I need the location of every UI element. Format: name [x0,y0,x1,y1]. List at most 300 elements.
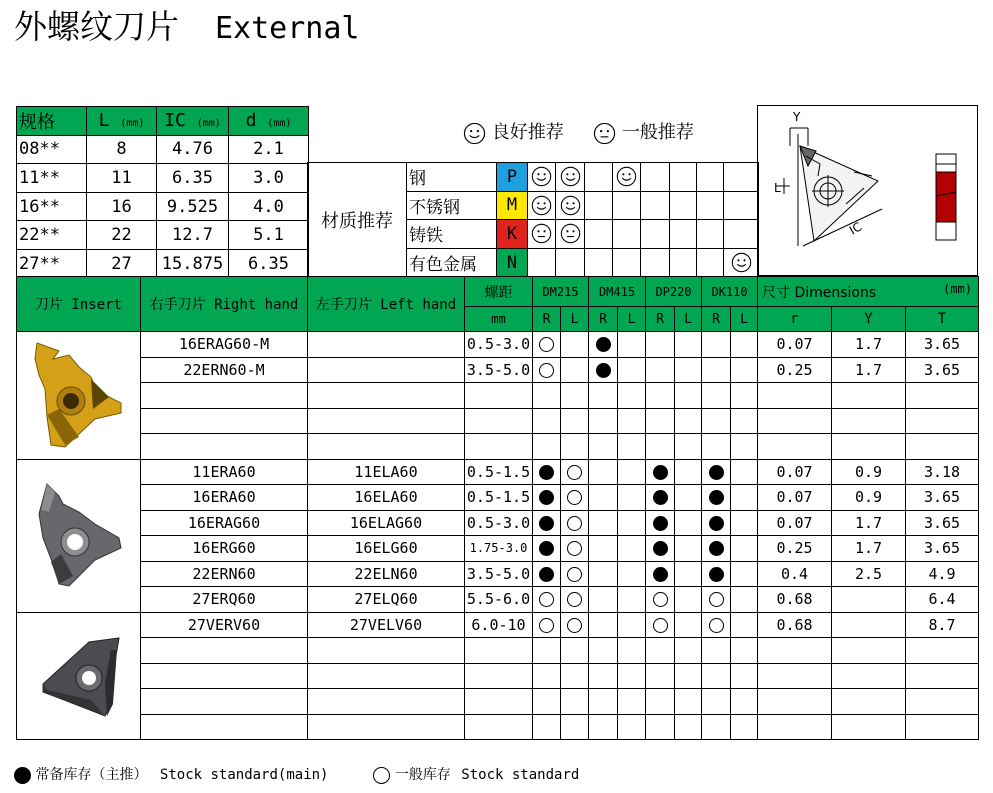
dim-t-value [906,689,979,715]
spec-cell-d: 3.0 [229,164,309,193]
material-mark-cell [724,191,759,220]
grade-mark-cell [675,332,702,358]
grade-mark-cell [731,612,758,638]
insert-drawing [757,105,978,276]
grade-mark-cell [675,561,702,587]
smiley-general-icon [593,122,616,145]
insert-schematic-icon [758,106,977,275]
hollow-ring-icon [653,618,668,633]
material-mark-cell [585,248,613,277]
material-mark-cell [528,248,556,277]
stock-zh: 一般库存 [394,767,451,783]
filled-dot-icon [653,465,668,480]
grade-mark-cell [618,485,646,511]
grade-mark-cell [702,485,731,511]
right-hand-code [141,714,308,740]
filled-dot-icon [14,767,31,784]
dim-y-value: 2.5 [832,561,906,587]
left-hand-code [308,332,465,358]
material-mark-cell [528,163,556,192]
grade-mark-cell [589,663,618,689]
table-row [17,536,979,562]
pitch-value: 5.5-6.0 [465,587,533,613]
grade-mark-cell [533,510,561,536]
dim-r-value: 0.25 [758,357,832,383]
dim-r-value [758,383,832,409]
grade-mark-cell [561,485,589,511]
hollow-ring-icon [539,592,554,607]
grade-mark-cell [731,332,758,358]
recommend-good-label: 良好推荐 [491,122,564,143]
table-row [17,434,979,460]
grade-mark-cell [702,357,731,383]
insert-image-cell [17,612,141,740]
material-mark-cell [585,191,613,220]
grade-mark-cell [731,408,758,434]
left-hand-code [308,714,465,740]
left-hand-code: 16ELA60 [308,485,465,511]
filled-dot-icon [709,516,724,531]
dim-r-value [758,638,832,664]
pitch-value: 0.5-3.0 [465,332,533,358]
grade-mark-cell [533,332,561,358]
grade-mark-cell [675,689,702,715]
grade-mark-cell [561,408,589,434]
grade-mark-cell [731,536,758,562]
material-mark-cell [585,163,613,192]
grade-mark-cell [618,536,646,562]
grade-mark-cell [646,332,675,358]
material-mark-cell [585,220,613,249]
dim-t-value: 6.4 [906,587,979,613]
grade-mark-cell [618,357,646,383]
table-row [17,357,979,383]
pitch-value [465,408,533,434]
insert-grey-icon [29,576,129,594]
material-mark-cell [670,163,697,192]
grade-mark-cell [675,663,702,689]
grade-mark-cell [561,587,589,613]
spec-cell-ic: 9.525 [157,192,229,221]
grade-mark-cell [646,612,675,638]
header-grade-2: DP220 [646,277,702,307]
grade-mark-cell [589,408,618,434]
grade-mark-cell [646,459,675,485]
drawing-l-label: L [774,181,781,195]
grade-mark-cell [561,510,589,536]
dim-t-value: 3.65 [906,485,979,511]
grade-mark-cell [533,612,561,638]
hollow-ring-icon [539,618,554,633]
filled-dot-icon [709,465,724,480]
filled-dot-icon [653,490,668,505]
grade-mark-cell [589,434,618,460]
hollow-ring-icon [567,567,582,582]
spec-header-d-label: d [245,110,257,132]
right-hand-code [141,383,308,409]
pitch-value: 0.5-1.5 [465,459,533,485]
left-hand-code: 16ELAG60 [308,510,465,536]
recommend-legend [463,118,694,145]
grade-mark-cell [646,587,675,613]
spec-cell-ic: 4.76 [157,135,229,164]
material-mark-cell [613,163,641,192]
dim-t-value: 3.65 [906,510,979,536]
grade-mark-cell [702,638,731,664]
table-row [17,638,979,664]
dim-y-value: 1.7 [832,332,906,358]
filled-dot-icon [653,567,668,582]
grade-mark-cell [589,510,618,536]
spec-header-d [229,107,309,136]
spec-header-row [17,107,309,136]
grade-mark-cell [702,587,731,613]
dim-r-value [758,714,832,740]
grade-mark-cell [533,689,561,715]
grade-mark-cell [589,485,618,511]
left-hand-code [308,383,465,409]
pitch-value [465,663,533,689]
material-code: P [497,163,528,192]
page-title [14,6,360,48]
filled-dot-icon [596,337,611,352]
grade-mark-cell [589,587,618,613]
dim-r-value [758,434,832,460]
spec-row [17,221,309,250]
dim-t-value [906,383,979,409]
spec-cell-spec: 22** [17,221,87,250]
table-row [17,689,979,715]
title-zh: 外螺纹刀片 [14,7,179,46]
filled-dot-icon [709,567,724,582]
grade-mark-cell [618,714,646,740]
dim-y-value [832,408,906,434]
header-grade-3-l: L [731,307,758,332]
grade-mark-cell [646,561,675,587]
smiley-general-icon [531,223,552,244]
filled-dot-icon [539,567,554,582]
material-row [308,163,759,192]
dim-t-value [906,434,979,460]
grade-mark-cell [618,434,646,460]
material-mark-cell [641,248,670,277]
smiley-good-icon [463,122,486,145]
filled-dot-icon [653,541,668,556]
right-hand-code: 27ERQ60 [141,587,308,613]
grade-mark-cell [533,459,561,485]
table-row [17,383,979,409]
grade-mark-cell [533,357,561,383]
insert-image-cell [17,332,141,460]
insert-dark-icon [29,710,129,728]
dim-t-value: 3.65 [906,536,979,562]
table-row [17,408,979,434]
product-body [17,332,979,740]
header-dimensions-unit: (mm) [943,281,972,296]
smiley-good-icon [560,195,581,216]
grade-mark-cell [561,663,589,689]
grade-mark-cell [589,459,618,485]
dim-y-value [832,587,906,613]
material-label: 材质推荐 [308,163,407,277]
left-hand-code [308,408,465,434]
material-mark-cell [556,191,585,220]
grade-mark-cell [702,408,731,434]
material-mark-cell [670,191,697,220]
grade-mark-cell [731,663,758,689]
grade-mark-cell [702,714,731,740]
dim-y-value: 1.7 [832,357,906,383]
spec-header-ic-unit: (mm) [196,118,221,130]
dim-r-value: 0.25 [758,536,832,562]
title-en: External [215,11,360,46]
grade-mark-cell [675,357,702,383]
dim-t-value: 3.65 [906,357,979,383]
stock-legend [14,764,579,784]
grade-mark-cell [618,383,646,409]
right-hand-code: 22ERN60 [141,561,308,587]
material-mark-cell [697,191,724,220]
smiley-good-icon [560,166,581,187]
spec-header-ic-label: IC [164,110,186,132]
dim-y-value [832,434,906,460]
table-row [17,510,979,536]
filled-dot-icon [596,363,611,378]
spec-cell-d: 2.1 [229,135,309,164]
grade-mark-cell [618,408,646,434]
header-grade-2-r: R [646,307,675,332]
material-mark-cell [556,248,585,277]
pitch-value [465,383,533,409]
grade-mark-cell [618,663,646,689]
grade-mark-cell [533,434,561,460]
spec-cell-ic: 12.7 [157,221,229,250]
hollow-ring-icon [567,592,582,607]
grade-mark-cell [589,714,618,740]
dim-t-value [906,638,979,664]
left-hand-code [308,638,465,664]
left-hand-code: 22ELN60 [308,561,465,587]
grade-mark-cell [589,612,618,638]
dim-y-value: 0.9 [832,459,906,485]
grade-mark-cell [533,714,561,740]
pitch-value: 0.5-1.5 [465,485,533,511]
grade-mark-cell [561,536,589,562]
filled-dot-icon [539,465,554,480]
right-hand-code: 16ERAG60-M [141,332,308,358]
material-mark-cell [724,248,759,277]
left-hand-code: 27VELV60 [308,612,465,638]
hollow-ring-icon [567,541,582,556]
grade-mark-cell [702,383,731,409]
grade-mark-cell [533,638,561,664]
grade-mark-cell [702,536,731,562]
grade-mark-cell [561,561,589,587]
grade-mark-cell [561,638,589,664]
header-pitch-unit: mm [465,307,533,332]
hollow-ring-icon [653,592,668,607]
pitch-value: 3.5-5.0 [465,561,533,587]
material-mark-cell [613,191,641,220]
spec-header-l [87,107,157,136]
pitch-value [465,434,533,460]
material-mark-cell [697,220,724,249]
grade-mark-cell [731,510,758,536]
grade-mark-cell [618,612,646,638]
filled-dot-icon [653,516,668,531]
main-stock-en: Stock standard(main) [159,767,329,783]
grade-mark-cell [646,638,675,664]
material-name: 有色金属 [407,248,497,277]
table-row [17,587,979,613]
left-hand-code [308,434,465,460]
spec-cell-l: 27 [87,249,157,278]
table-row [17,714,979,740]
drawing-ic-label: IC [846,219,865,238]
grade-mark-cell [702,332,731,358]
smiley-good-icon [531,195,552,216]
grade-mark-cell [675,587,702,613]
grade-mark-cell [533,383,561,409]
header-pitch: 螺距 [465,277,533,307]
smiley-good-icon [531,166,552,187]
material-code: M [497,191,528,220]
material-mark-cell [613,248,641,277]
header-right-hand: 右手刀片 Right hand [141,277,308,332]
grade-mark-cell [618,459,646,485]
insert-image-cell [17,459,141,612]
header-grade-1-l: L [618,307,646,332]
material-mark-cell [641,163,670,192]
pitch-value: 1.75-3.0 [465,536,533,562]
left-hand-code: 16ELG60 [308,536,465,562]
dim-t-value: 3.18 [906,459,979,485]
grade-mark-cell [533,561,561,587]
dim-y-value [832,714,906,740]
material-mark-cell [528,191,556,220]
grade-mark-cell [646,536,675,562]
dim-r-value [758,408,832,434]
material-mark-cell [724,163,759,192]
grade-mark-cell [731,459,758,485]
spec-cell-spec: 16** [17,192,87,221]
grade-mark-cell [731,485,758,511]
header-grade-2-l: L [675,307,702,332]
dim-t-value [906,714,979,740]
dim-t-value: 3.65 [906,332,979,358]
material-code: N [497,248,528,277]
grade-mark-cell [731,383,758,409]
spec-header-ic [157,107,229,136]
spec-header-l-label: L [98,110,110,132]
grade-mark-cell [675,714,702,740]
smiley-good-icon [616,166,637,187]
spec-cell-d: 6.35 [229,249,309,278]
grade-mark-cell [561,357,589,383]
stock-en: Stock standard [461,767,580,783]
header-dim-t: T [906,307,979,332]
header-grade-0-l: L [561,307,589,332]
header-grade-3-r: R [702,307,731,332]
right-hand-code: 11ERA60 [141,459,308,485]
dim-r-value: 0.4 [758,561,832,587]
right-hand-code: 16ERG60 [141,536,308,562]
filled-dot-icon [539,490,554,505]
grade-mark-cell [702,689,731,715]
filled-dot-icon [539,541,554,556]
grade-mark-cell [646,714,675,740]
dim-y-value: 1.7 [832,510,906,536]
material-mark-cell [556,220,585,249]
dim-r-value: 0.07 [758,485,832,511]
grade-mark-cell [618,587,646,613]
spec-cell-l: 22 [87,221,157,250]
grade-mark-cell [618,510,646,536]
pitch-value [465,714,533,740]
dim-r-value: 0.07 [758,510,832,536]
material-mark-cell [670,248,697,277]
material-mark-cell [670,220,697,249]
grade-mark-cell [646,689,675,715]
spec-row [17,164,309,193]
spec-cell-l: 16 [87,192,157,221]
material-name: 不锈钢 [407,191,497,220]
dim-r-value [758,663,832,689]
pitch-value: 0.5-3.0 [465,510,533,536]
recommend-general-label: 一般推荐 [621,122,694,143]
header-grade-0-r: R [533,307,561,332]
grade-mark-cell [589,357,618,383]
spec-cell-l: 11 [87,164,157,193]
product-table [16,276,979,740]
grade-mark-cell [731,689,758,715]
grade-mark-cell [731,587,758,613]
table-row [17,459,979,485]
grade-mark-cell [675,408,702,434]
spec-cell-d: 4.0 [229,192,309,221]
dim-t-value [906,408,979,434]
spec-header-d-unit: (mm) [267,118,292,130]
drawing-y-label: Y [793,110,801,124]
grade-mark-cell [675,638,702,664]
main-stock-zh: 常备库存（主推） [35,767,148,783]
main-header-row-1 [17,277,979,307]
grade-mark-cell [589,332,618,358]
spec-table [16,106,309,279]
grade-mark-cell [675,510,702,536]
left-hand-code [308,689,465,715]
grade-mark-cell [533,663,561,689]
grade-mark-cell [589,689,618,715]
grade-mark-cell [589,561,618,587]
spec-cell-spec: 27** [17,249,87,278]
right-hand-code: 16ERA60 [141,485,308,511]
grade-mark-cell [675,612,702,638]
grade-mark-cell [702,510,731,536]
filled-dot-icon [709,541,724,556]
hollow-ring-icon [539,363,554,378]
header-grade-3: DK110 [702,277,758,307]
grade-mark-cell [731,561,758,587]
grade-mark-cell [702,459,731,485]
grade-mark-cell [618,638,646,664]
dim-t-value [906,663,979,689]
left-hand-code: 27ELQ60 [308,587,465,613]
filled-dot-icon [539,516,554,531]
grade-mark-cell [646,434,675,460]
grade-mark-cell [533,536,561,562]
material-name: 钢 [407,163,497,192]
